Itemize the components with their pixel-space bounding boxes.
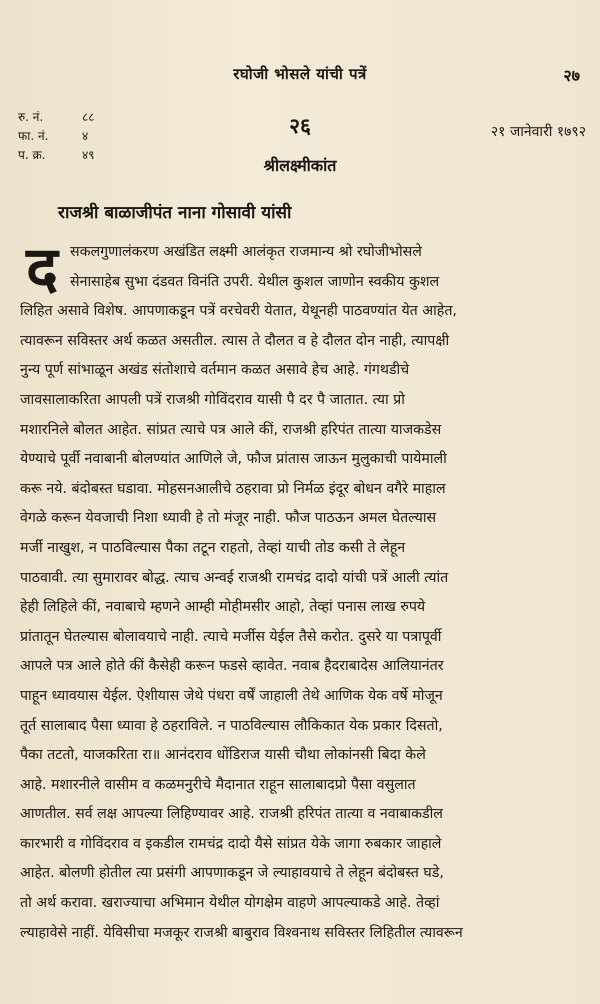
page-number: २७ [563,66,580,85]
salutation-heading: राजश्री बाळाजीपंत नाना गोसावी यांसी [58,203,292,223]
reference-key: रु. नं. [18,110,44,124]
letter-body [20,234,600,948]
body-line: तूर्त सालाबाद पैसा ध्यावा हे ठहराविले. न पाठविल्यास लौकिकात येक प्रकार दिसतो, [20,717,443,734]
body-line: सकलगुणालंकरण अखंडित लक्ष्मी आलंकृत राजमान्य श्रो रघोजीभोसले [70,244,422,260]
body-line: लिहित असावे विशेष. आपणाकडून पत्रें वरचेवरी येतात, येथूनही पाठवण्यांत येत आहेत, [20,303,457,320]
body-line: ल्याहावेसे नाहीं. येविसीचा मजकूर राजश्री बाबुराव विश्वनाथ सविस्तर लिहितील त्यावरून [20,924,463,941]
letter-date: २१ जानेवारी १७९२ [490,124,586,140]
invocation-heading: श्रीलक्ष्मीकांत [263,156,337,175]
body-line: वेगळे करून येवजाची निशा ध्यावी हे तो मंजूर नाही. फौज पाठऊन अमल घेतल्यास [20,510,437,527]
body-line: कारभारी व गोविंदराव व इकडील रामचंद्र दादो यैसे सांप्रत येके जागा रुबकार जाहाले [20,835,442,852]
reference-key: प. क्र. [18,148,46,162]
body-line: पाठवावी. त्या सुमारावर बोद्ध. त्याच अन्वई राजश्री रामचंद्र दादो यांची पत्रें आली त्यांत [20,569,449,586]
reference-value: ४ [82,129,89,143]
body-line: जावसालाकरिता आपली पत्रें राजश्री गोविंदराव यासी पै दर पै जातात. त्या प्रो [20,391,405,408]
body-line: आपले पत्र आले होते कीं कैसेही करून फडसे व्हावेत. नवाब हैदराबादेस आलियानंतर [20,658,444,675]
body-line: तो अर्थ करावा. खराज्याचा अभिमान येथील योगक्षेम वाहणे आपल्याकडे आहे. तेव्हां [20,895,440,912]
body-line: आहेत. बोलणी होतील त्या प्रसंगी आपणाकडून जे ल्याहावयाचे ते लेहून बंदोबस्त घडे, [20,865,444,882]
body-line: नुन्य पूर्ण सांभाळून अखंड संतोशाचे वर्तमान कळत असावे हेच आहे. गंगथडीचे [20,362,410,379]
body-line: हेही लिहिले कीं, नवाबाचे म्हणने आम्ही मोहीमसीर आहो, तेव्हां पनास लाख रुपये [20,599,426,616]
reference-key: फा. नं. [18,129,49,143]
running-head: रघोजी भोसले यांची पत्रें [233,65,367,83]
body-line: आणतील. सर्व लक्ष आपल्या लिहिण्यावर आहे. राजश्री हरिपंत तात्या व नवाबाकडील [20,806,443,823]
body-line: त्यावरून सविस्तर अर्थ कळत असतील. त्यास ते दौलत व हे दौलत दोन नाही, त्यापक्षी [20,332,450,349]
body-line: मर्जी नाखुश, न पाठविल्यास पैका तटून राहतो, तेव्हां याची तोड कसी ते लेहून [20,539,406,556]
body-line: सेनासाहेब सुभा दंडवत विनंति उपरी. येथील कुशल जाणोन स्वकीय कुशल [70,273,440,290]
body-line: मशारनिले बोलत आहेत. सांप्रत त्याचे पत्र आले कीं, राजश्री हरिपंत तात्या याजकडेस [20,421,442,438]
body-line: पैका तटतो, याजकरिता रा॥ आनंदराव धोंडिराज यासी चौथा लोकांनसी बिदा केले [20,747,426,764]
drop-cap: द [26,234,58,304]
reference-value: ४९ [82,148,95,162]
body-line: आहे. मशारनीले वासीम व कळमनुरीचे मैदानात राहून सालाबादप्रो पैसा वसुलात [20,776,416,793]
body-line: पाहून ध्यावयास येईल. ऐशीयास जेथे पंधरा वर्षें जाहाली तेथे आणिक येक वर्षे मोजून [20,687,443,704]
letter-number: २६ [289,114,311,138]
body-line: येण्याचे पूर्वी नवाबानी बोलण्यांत आणिले जे, फौज प्रांतास जाऊन मुलुकाची पायेमाली [20,451,447,468]
reference-value: ८८ [82,110,95,124]
body-line: प्रांतातून घेतल्यास बोलावयाचे नाही. त्याचे मर्जीस येईल तैसे करोत. दुसरे या पत्रापूर्वी [20,628,442,645]
body-line: करू नये. बंदोबस्त घडावा. मोहसनआलीचे ठहरावा प्रो निर्मळ इंदूर बोधन वगैरे माहाल [20,480,446,497]
